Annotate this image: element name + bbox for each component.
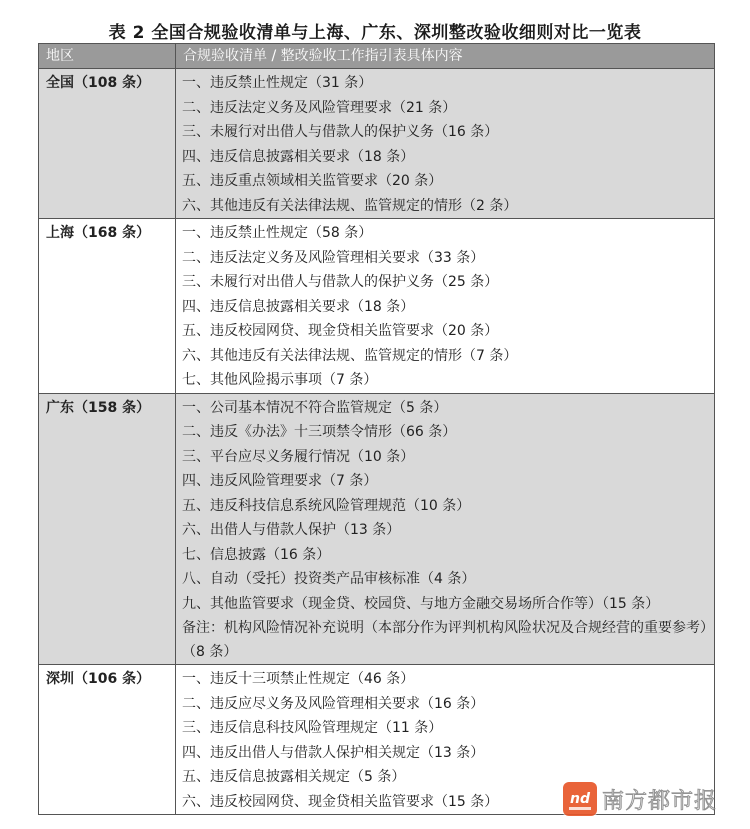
list-item: 五、违反重点领域相关监管要求（20 条） [182, 173, 443, 189]
list-item: 四、违反信息披露相关要求（18 条） [182, 298, 415, 315]
header-content: 合规验收清单 / 整改验收工作指引表具体内容 [176, 44, 715, 69]
list-item: 三、未履行对出借人与借款人的保护义务（25 条） [182, 274, 499, 290]
region-cell: 上海（168 条） [39, 219, 176, 394]
list-item: 八、自动（受托）投资类产品审核标准（4 条） [182, 571, 476, 587]
table-title: 表 2 全国合规验收清单与上海、广东、深圳整改验收细则对比一览表 [108, 23, 642, 43]
list-item: 五、违反校园网贷、现金贷相关监管要求（20 条） [182, 323, 499, 339]
list-item: 二、违反《办法》十三项禁令情形（66 条） [182, 424, 457, 440]
table-header-row [39, 44, 715, 69]
region-cell: 深圳（106 条） [39, 665, 176, 815]
list-item: 一、违反禁止性规定（31 条） [182, 75, 373, 91]
list-item: 六、违反校园网贷、现金贷相关监管要求（15 条） [182, 793, 499, 810]
list-item: 一、公司基本情况不符合监管规定（5 条） [182, 399, 448, 416]
list-item: 三、平台应尽义务履行情况（10 条） [182, 448, 415, 465]
items-cell [176, 393, 715, 665]
list-item: 七、其他风险揭示事项（7 条） [182, 372, 378, 388]
items-cell [176, 219, 715, 394]
list-item: 三、违反信息科技风险管理规定（11 条） [182, 720, 443, 736]
items-cell [176, 69, 715, 219]
list-item: 四、违反出借人与借款人保护相关规定（13 条） [182, 744, 485, 761]
list-item: 四、违反风险管理要求（7 条） [182, 473, 378, 489]
list-item: 二、违反应尽义务及风险管理相关要求（16 条） [182, 695, 485, 712]
list-item: 六、出借人与借款人保护（13 条） [182, 522, 401, 538]
list-item: 二、违反法定义务及风险管理相关要求（33 条） [182, 249, 485, 266]
region-cell: 全国（108 条） [39, 69, 176, 219]
note-item: 备注：机构风险情况补充说明（本部分作为评判机构风险状况及合规经营的重要参考）（8 条） [182, 620, 707, 660]
newspaper-logo-icon [563, 782, 597, 816]
list-item: 七、信息披露（16 条） [182, 546, 331, 563]
comparison-table [38, 43, 718, 815]
list-item: 一、违反禁止性规定（58 条） [182, 225, 373, 241]
list-item: 二、违反法定义务及风险管理要求（21 条） [182, 99, 457, 116]
list-item: 五、违反信息披露相关规定（5 条） [182, 769, 406, 785]
list-item: 六、其他违反有关法律法规、监管规定的情形（2 条） [182, 197, 518, 214]
list-item: 四、违反信息披露相关要求（18 条） [182, 148, 415, 165]
svg-text:nd: nd [570, 791, 590, 807]
region-cell: 广东（158 条） [39, 393, 176, 665]
table-row-guangdong [39, 393, 715, 665]
list-item: 三、未履行对出借人与借款人的保护义务（16 条） [182, 124, 499, 140]
list-item: 九、其他监管要求（现金贷、校园贷、与地方金融交易场所合作等）（15 条） [182, 595, 660, 612]
newspaper-name: 南方都市报 [602, 788, 718, 814]
list-item: 一、违反十三项禁止性规定（46 条） [182, 671, 415, 687]
list-item: 五、违反科技信息系统风险管理规范（10 条） [182, 497, 471, 514]
header-region: 地区 [39, 44, 176, 69]
newspaper-watermark [563, 779, 717, 819]
table-row-national [39, 69, 715, 219]
table-row-shanghai [39, 219, 715, 394]
list-item: 六、其他违反有关法律法规、监管规定的情形（7 条） [182, 347, 518, 364]
